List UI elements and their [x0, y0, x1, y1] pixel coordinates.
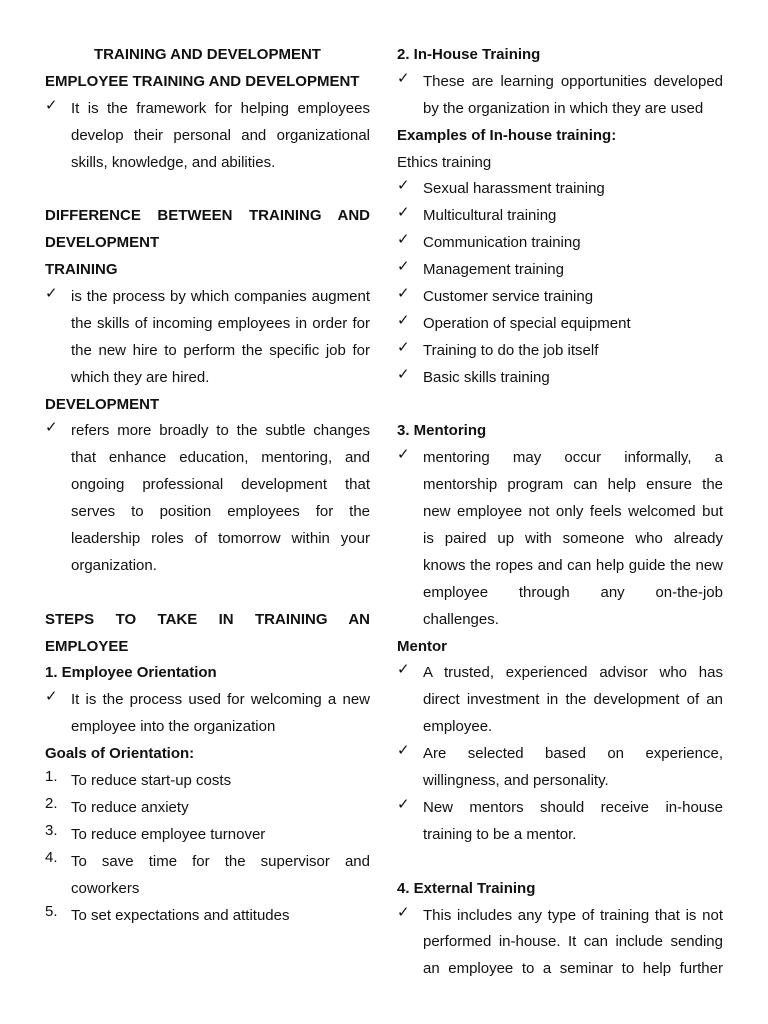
text-line: challenges.: [423, 610, 499, 628]
text-line: A trusted, experienced advisor who has: [423, 664, 723, 682]
list-number: 3.: [45, 821, 58, 839]
example-item: [397, 284, 723, 311]
checkmark-icon: ✓: [397, 903, 410, 921]
checkmark-icon: ✓: [45, 688, 58, 706]
subheading-external-training: 4. External Training: [397, 879, 536, 897]
checkmark-icon: ✓: [397, 742, 410, 760]
text-line: It is the framework for helping employees: [71, 99, 370, 117]
example-item: [397, 257, 723, 284]
goals-heading: Goals of Orientation:: [45, 745, 195, 763]
development-label: DEVELOPMENT: [45, 395, 160, 413]
text-line: serves to position employees for the: [71, 503, 370, 521]
text-line: Communication training: [423, 234, 581, 252]
spacer: [45, 176, 370, 203]
development-bullet: [45, 418, 370, 579]
text-line: To reduce start-up costs: [71, 772, 232, 790]
checkmark-icon: ✓: [397, 177, 410, 195]
text-line: New mentors should receive in-house: [423, 798, 723, 816]
section-heading-employee-training: EMPLOYEE TRAINING AND DEVELOPMENT: [45, 72, 360, 90]
checkmark-icon: ✓: [397, 204, 410, 222]
spacer: [397, 392, 723, 419]
text-line: Management training: [423, 261, 564, 279]
section-heading-difference: DIFFERENCE BETWEEN TRAINING AND: [45, 207, 370, 225]
text-line: employee through any on-the-job: [423, 583, 723, 601]
text-line: Training to do the job itself: [423, 341, 599, 359]
inhouse-bullet: [397, 69, 723, 123]
example-item: [397, 176, 723, 203]
text-line: is the process by which companies augment: [71, 288, 370, 306]
checkmark-icon: ✓: [397, 446, 410, 464]
text-line: mentoring may occur informally, a: [423, 449, 723, 467]
ethics-training-line: Ethics training: [397, 153, 492, 171]
checkmark-icon: ✓: [397, 661, 410, 679]
list-number: 5.: [45, 902, 58, 920]
text-line: It is the process used for welcoming a new: [71, 691, 370, 709]
goal-item: [45, 849, 370, 903]
example-item: [397, 338, 723, 365]
text-line: refers more broadly to the subtle changes: [71, 422, 370, 440]
checkmark-icon: ✓: [397, 285, 410, 303]
mentor-label: Mentor: [397, 637, 447, 655]
list-number: 2.: [45, 794, 58, 812]
text-line: To set expectations and attitudes: [71, 906, 290, 924]
intro-bullet: [45, 96, 370, 177]
text-line: Operation of special equipment: [423, 314, 631, 332]
training-bullet: [45, 284, 370, 392]
list-number: 4.: [45, 848, 58, 866]
example-item: [397, 311, 723, 338]
text-line: To save time for the supervisor and: [71, 852, 370, 870]
text-line: These are learning opportunities developed: [423, 72, 723, 90]
examples-heading: Examples of In-house training:: [397, 126, 617, 144]
text-line: an employee to a seminar to help further: [423, 960, 723, 978]
goal-item: [45, 795, 370, 822]
mentor-bullet: [397, 660, 723, 741]
text-line: knows the ropes and can help guide the new: [423, 556, 723, 574]
document-title: TRAINING AND DEVELOPMENT: [94, 46, 321, 63]
goal-item: [45, 768, 370, 795]
text-line: Are selected based on experience,: [423, 745, 723, 763]
example-item: [397, 203, 723, 230]
goal-item: [45, 822, 370, 849]
text-line: mentorship program can help ensure the: [423, 476, 723, 494]
checkmark-icon: ✓: [397, 231, 410, 249]
example-item: [397, 230, 723, 257]
left-column: [45, 42, 370, 929]
checkmark-icon: ✓: [45, 285, 58, 303]
checkmark-icon: ✓: [45, 419, 58, 437]
text-line: by the organization in which they are used: [423, 99, 704, 117]
text-line: which they are hired.: [71, 368, 210, 386]
subheading-in-house-training: 2. In-House Training: [397, 46, 541, 63]
text-line: This includes any type of training that is not: [423, 906, 723, 924]
mentor-bullet: [397, 795, 723, 849]
text-line: leadership roles of tomorrow within your: [71, 530, 370, 548]
text-line: coworkers: [71, 879, 140, 897]
checkmark-icon: ✓: [45, 96, 58, 114]
text-line: the new hire to perform the specific job for: [71, 341, 370, 359]
checkmark-icon: ✓: [397, 311, 410, 329]
section-heading-difference-cont: DEVELOPMENT: [45, 234, 160, 252]
subheading-mentoring: 3. Mentoring: [397, 422, 487, 440]
text-line: To reduce anxiety: [71, 798, 189, 816]
checkmark-icon: ✓: [397, 338, 410, 356]
text-line: Multicultural training: [423, 207, 557, 225]
mentor-bullet: [397, 741, 723, 795]
spacer: [397, 849, 723, 876]
text-line: performed in-house. It can include sending: [423, 933, 723, 951]
text-line: employee into the organization: [71, 718, 276, 736]
text-line: Customer service training: [423, 288, 594, 306]
goal-item: [45, 903, 370, 930]
text-line: organization.: [71, 556, 157, 574]
text-line: is paired up with someone who already: [423, 530, 723, 548]
section-heading-steps: STEPS TO TAKE IN TRAINING AN: [45, 610, 370, 628]
text-line: training to be a mentor.: [423, 825, 577, 843]
mentoring-bullet: [397, 445, 723, 633]
text-line: direct investment in the development of an: [423, 691, 723, 709]
text-line: To reduce employee turnover: [71, 825, 266, 843]
text-line: develop their personal and organizational: [71, 126, 370, 144]
checkmark-icon: ✓: [397, 258, 410, 276]
text-line: employee.: [423, 718, 493, 736]
text-line: willingness, and personality.: [423, 772, 609, 790]
spacer: [45, 580, 370, 607]
external-bullet: [397, 903, 723, 984]
text-line: Basic skills training: [423, 368, 550, 386]
example-item: [397, 365, 723, 392]
text-line: the skills of incoming employees in order for: [71, 314, 370, 332]
text-line: new employee not only feels welcomed but: [423, 503, 723, 521]
right-column: [397, 42, 723, 983]
checkmark-icon: ✓: [397, 795, 410, 813]
training-label: TRAINING: [45, 261, 118, 279]
section-heading-steps-cont: EMPLOYEE: [45, 637, 129, 655]
orientation-bullet: [45, 687, 370, 741]
text-line: that enhance education, mentoring, and: [71, 449, 370, 467]
text-line: skills, knowledge, and abilities.: [71, 153, 276, 171]
text-line: Sexual harassment training: [423, 180, 605, 198]
text-line: ongoing professional development that: [71, 476, 370, 494]
list-number: 1.: [45, 768, 58, 786]
checkmark-icon: ✓: [397, 69, 410, 87]
checkmark-icon: ✓: [397, 365, 410, 383]
subheading-employee-orientation: 1. Employee Orientation: [45, 664, 217, 682]
